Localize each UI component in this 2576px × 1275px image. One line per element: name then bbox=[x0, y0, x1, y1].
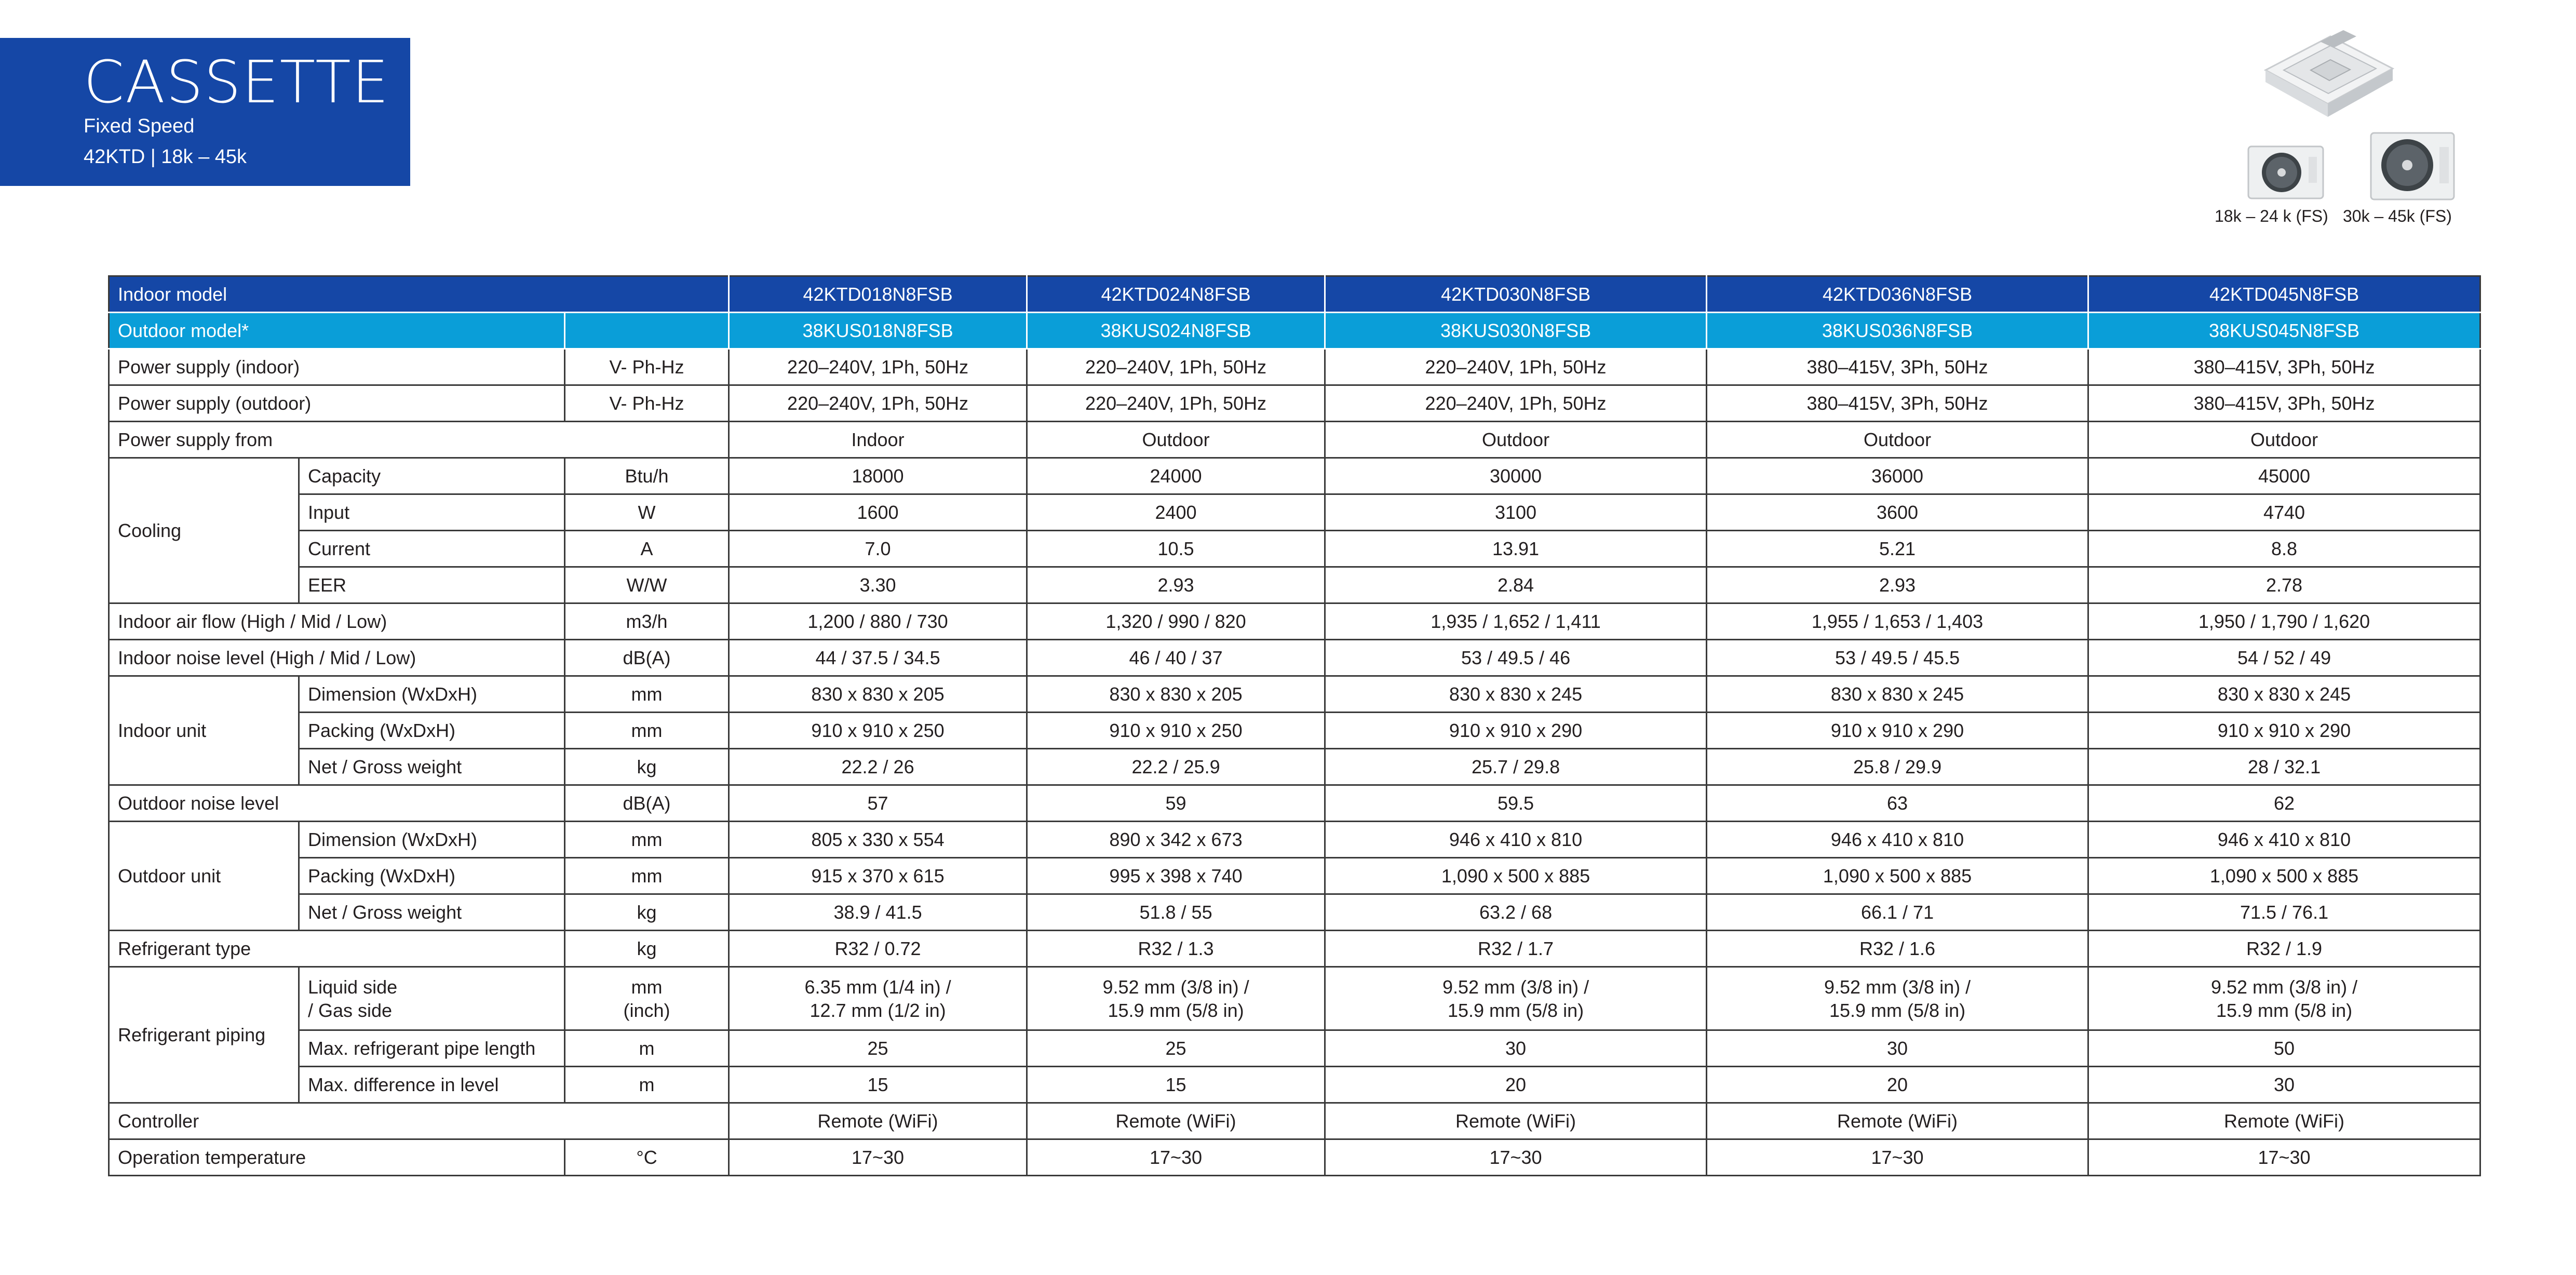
page-title: CASSETTE bbox=[84, 49, 390, 116]
value-cell: 5.21 bbox=[1707, 531, 2088, 567]
table-row-cooling-eer bbox=[109, 567, 2480, 603]
value-cell: 25 bbox=[729, 1030, 1027, 1067]
value-cell: 71.5 / 76.1 bbox=[2088, 894, 2480, 931]
table-row-indoor-weight bbox=[109, 749, 2480, 785]
value-cell: 946 x 410 x 810 bbox=[1707, 822, 2088, 858]
value-cell: R32 / 0.72 bbox=[729, 931, 1027, 967]
value-cell: Remote (WiFi) bbox=[729, 1103, 1027, 1139]
value-cell: 2.93 bbox=[1707, 567, 2088, 603]
page-subtitle: Fixed Speed bbox=[84, 115, 195, 137]
value-cell: R32 / 1.7 bbox=[1325, 931, 1707, 967]
value-cell: 1,200 / 880 / 730 bbox=[729, 603, 1027, 640]
value-cell: 890 x 342 x 673 bbox=[1027, 822, 1325, 858]
unit-cell: mm bbox=[565, 858, 729, 894]
value-cell: 2.84 bbox=[1325, 567, 1707, 603]
value-cell: 830 x 830 x 245 bbox=[2088, 676, 2480, 713]
value-cell: 10.5 bbox=[1027, 531, 1325, 567]
value-cell bbox=[1325, 967, 1707, 1030]
value-cell: 3600 bbox=[1707, 494, 2088, 531]
value-cell: 1600 bbox=[729, 494, 1027, 531]
row-label: Max. refrigerant pipe length bbox=[299, 1030, 565, 1067]
unit-cell: W/W bbox=[565, 567, 729, 603]
value-cell bbox=[729, 967, 1027, 1030]
value-cell: Outdoor bbox=[1707, 422, 2088, 458]
value-cell: 910 x 910 x 290 bbox=[1325, 713, 1707, 749]
group-label-refrigerant-piping: Refrigerant piping bbox=[109, 967, 299, 1103]
value-cell: 25 bbox=[1027, 1030, 1325, 1067]
row-label: Power supply from bbox=[109, 422, 729, 458]
table-row-power-indoor bbox=[109, 349, 2480, 385]
value-cell: 15 bbox=[729, 1067, 1027, 1103]
value-cell: 220–240V, 1Ph, 50Hz bbox=[729, 385, 1027, 422]
table-row-max-pipe-length bbox=[109, 1030, 2480, 1067]
unit-cell: kg bbox=[565, 931, 729, 967]
value-cell: 50 bbox=[2088, 1030, 2480, 1067]
value-cell: 946 x 410 x 810 bbox=[1325, 822, 1707, 858]
value-cell: R32 / 1.6 bbox=[1707, 931, 2088, 967]
value-cell: 830 x 830 x 205 bbox=[1027, 676, 1325, 713]
row-label: Indoor noise level (High / Mid / Low) bbox=[109, 640, 565, 676]
table-row-outdoor-packing bbox=[109, 858, 2480, 894]
value-cell: 15 bbox=[1027, 1067, 1325, 1103]
row-label: Input bbox=[299, 494, 565, 531]
row-label: Dimension (WxDxH) bbox=[299, 822, 565, 858]
row-label: Refrigerant type bbox=[109, 931, 565, 967]
value-cell: 20 bbox=[1707, 1067, 2088, 1103]
value-line: 12.7 mm (1/2 in) bbox=[810, 999, 946, 1021]
value-line: 9.52 mm (3/8 in) / bbox=[2210, 976, 2358, 998]
unit-cell: W bbox=[565, 494, 729, 531]
value-cell: 25.7 / 29.8 bbox=[1325, 749, 1707, 785]
unit-cell: dB(A) bbox=[565, 785, 729, 822]
value-cell: 17~30 bbox=[2088, 1139, 2480, 1176]
value-cell: 57 bbox=[729, 785, 1027, 822]
table-row-operation-temperature bbox=[109, 1139, 2480, 1176]
outdoor-model-cell: 38KUS045N8FSB bbox=[2088, 313, 2480, 349]
value-cell: 4740 bbox=[2088, 494, 2480, 531]
value-cell: Remote (WiFi) bbox=[1707, 1103, 2088, 1139]
value-cell: 2.78 bbox=[2088, 567, 2480, 603]
indoor-model-cell: 42KTD024N8FSB bbox=[1027, 276, 1325, 313]
row-label: Power supply (outdoor) bbox=[109, 385, 565, 422]
row-label: Indoor model bbox=[109, 276, 729, 313]
value-cell bbox=[1707, 967, 2088, 1030]
value-cell: 380–415V, 3Ph, 50Hz bbox=[2088, 385, 2480, 422]
value-cell: 53 / 49.5 / 45.5 bbox=[1707, 640, 2088, 676]
value-cell bbox=[2088, 967, 2480, 1030]
indoor-model-cell: 42KTD045N8FSB bbox=[2088, 276, 2480, 313]
value-line: 6.35 mm (1/4 in) / bbox=[804, 976, 951, 998]
indoor-model-cell: 42KTD018N8FSB bbox=[729, 276, 1027, 313]
value-cell: Remote (WiFi) bbox=[1325, 1103, 1707, 1139]
value-cell: Remote (WiFi) bbox=[2088, 1103, 2480, 1139]
row-label: Power supply (indoor) bbox=[109, 349, 565, 385]
row-label: Capacity bbox=[299, 458, 565, 494]
row-label: Packing (WxDxH) bbox=[299, 858, 565, 894]
table-row-cooling-capacity bbox=[109, 458, 2480, 494]
row-label: Controller bbox=[109, 1103, 729, 1139]
unit-cell: mm bbox=[565, 713, 729, 749]
unit-cell: kg bbox=[565, 894, 729, 931]
group-label-indoor-unit: Indoor unit bbox=[109, 676, 299, 785]
value-cell: 910 x 910 x 250 bbox=[729, 713, 1027, 749]
table-row-power-outdoor bbox=[109, 385, 2480, 422]
value-cell: 220–240V, 1Ph, 50Hz bbox=[1325, 349, 1707, 385]
value-line: 15.9 mm (5/8 in) bbox=[1108, 999, 1244, 1021]
table-row-controller bbox=[109, 1103, 2480, 1139]
row-label: Current bbox=[299, 531, 565, 567]
row-label: Net / Gross weight bbox=[299, 894, 565, 931]
value-cell: 22.2 / 26 bbox=[729, 749, 1027, 785]
unit-line: mm bbox=[631, 976, 663, 998]
value-cell: 2400 bbox=[1027, 494, 1325, 531]
row-label: EER bbox=[299, 567, 565, 603]
value-cell: 63.2 / 68 bbox=[1325, 894, 1707, 931]
value-cell: 946 x 410 x 810 bbox=[2088, 822, 2480, 858]
value-cell: 1,090 x 500 x 885 bbox=[1707, 858, 2088, 894]
value-cell: 8.8 bbox=[2088, 531, 2480, 567]
value-cell: 18000 bbox=[729, 458, 1027, 494]
value-cell: 380–415V, 3Ph, 50Hz bbox=[1707, 385, 2088, 422]
table-row-power-from bbox=[109, 422, 2480, 458]
unit-cell: Btu/h bbox=[565, 458, 729, 494]
value-cell: 66.1 / 71 bbox=[1707, 894, 2088, 931]
value-cell: 59 bbox=[1027, 785, 1325, 822]
row-label: Packing (WxDxH) bbox=[299, 713, 565, 749]
unit-cell: A bbox=[565, 531, 729, 567]
value-cell: 24000 bbox=[1027, 458, 1325, 494]
value-cell: 910 x 910 x 250 bbox=[1027, 713, 1325, 749]
value-cell: 910 x 910 x 290 bbox=[2088, 713, 2480, 749]
indoor-model-cell: 42KTD036N8FSB bbox=[1707, 276, 2088, 313]
value-cell: 3100 bbox=[1325, 494, 1707, 531]
value-cell: 220–240V, 1Ph, 50Hz bbox=[1027, 349, 1325, 385]
row-label: Outdoor model* bbox=[109, 313, 565, 349]
table-row-indoor-noise bbox=[109, 640, 2480, 676]
value-cell: 830 x 830 x 245 bbox=[1325, 676, 1707, 713]
value-cell: 20 bbox=[1325, 1067, 1707, 1103]
unit-cell: V- Ph-Hz bbox=[565, 349, 729, 385]
value-cell: 30 bbox=[2088, 1067, 2480, 1103]
row-label bbox=[299, 967, 565, 1030]
row-label: Indoor air flow (High / Mid / Low) bbox=[109, 603, 565, 640]
value-cell bbox=[1027, 967, 1325, 1030]
outdoor-model-cell: 38KUS036N8FSB bbox=[1707, 313, 2088, 349]
outdoor-large-caption: 30k – 45k (FS) bbox=[2343, 207, 2452, 225]
indoor-model-cell: 42KTD030N8FSB bbox=[1325, 276, 1707, 313]
table-row-liquid-gas-side bbox=[109, 967, 2480, 1030]
value-cell: 44 / 37.5 / 34.5 bbox=[729, 640, 1027, 676]
table-row-outdoor-noise bbox=[109, 785, 2480, 822]
value-cell: 830 x 830 x 205 bbox=[729, 676, 1027, 713]
unit-cell bbox=[565, 313, 729, 349]
value-cell: Indoor bbox=[729, 422, 1027, 458]
value-cell: 910 x 910 x 290 bbox=[1707, 713, 2088, 749]
value-cell: 1,955 / 1,653 / 1,403 bbox=[1707, 603, 2088, 640]
outdoor-model-cell: 38KUS024N8FSB bbox=[1027, 313, 1325, 349]
value-cell: 51.8 / 55 bbox=[1027, 894, 1325, 931]
row-label: Net / Gross weight bbox=[299, 749, 565, 785]
table-row-cooling-current bbox=[109, 531, 2480, 567]
value-line: 9.52 mm (3/8 in) / bbox=[1824, 976, 1971, 998]
value-cell: 17~30 bbox=[1325, 1139, 1707, 1176]
value-cell: 45000 bbox=[2088, 458, 2480, 494]
value-cell: 28 / 32.1 bbox=[2088, 749, 2480, 785]
value-cell: 7.0 bbox=[729, 531, 1027, 567]
value-cell: 17~30 bbox=[1027, 1139, 1325, 1176]
value-cell: 220–240V, 1Ph, 50Hz bbox=[1027, 385, 1325, 422]
value-cell: 46 / 40 / 37 bbox=[1027, 640, 1325, 676]
spec-table bbox=[108, 275, 2481, 1176]
value-line: 15.9 mm (5/8 in) bbox=[1447, 999, 1584, 1021]
value-cell: 30000 bbox=[1325, 458, 1707, 494]
group-label-outdoor-unit: Outdoor unit bbox=[109, 822, 299, 931]
unit-cell: dB(A) bbox=[565, 640, 729, 676]
group-label-cooling: Cooling bbox=[109, 458, 299, 603]
value-cell: R32 / 1.3 bbox=[1027, 931, 1325, 967]
value-cell: 54 / 52 / 49 bbox=[2088, 640, 2480, 676]
cassette-unit-icon bbox=[2253, 21, 2403, 125]
unit-cell: m bbox=[565, 1067, 729, 1103]
value-cell: 59.5 bbox=[1325, 785, 1707, 822]
value-cell: 380–415V, 3Ph, 50Hz bbox=[1707, 349, 2088, 385]
value-cell: 830 x 830 x 245 bbox=[1707, 676, 2088, 713]
value-cell: 220–240V, 1Ph, 50Hz bbox=[1325, 385, 1707, 422]
value-cell: 805 x 330 x 554 bbox=[729, 822, 1027, 858]
value-cell: R32 / 1.9 bbox=[2088, 931, 2480, 967]
unit-cell: V- Ph-Hz bbox=[565, 385, 729, 422]
table-row-indoor-air-flow bbox=[109, 603, 2480, 640]
table-row-outdoor-weight bbox=[109, 894, 2480, 931]
value-cell: 30 bbox=[1325, 1030, 1707, 1067]
value-cell: 38.9 / 41.5 bbox=[729, 894, 1027, 931]
value-cell: 30 bbox=[1707, 1030, 2088, 1067]
value-cell: 3.30 bbox=[729, 567, 1027, 603]
unit-line: (inch) bbox=[623, 999, 670, 1021]
outdoor-model-cell: 38KUS018N8FSB bbox=[729, 313, 1027, 349]
unit-cell: mm bbox=[565, 822, 729, 858]
row-label: Max. difference in level bbox=[299, 1067, 565, 1103]
table-row-indoor-packing bbox=[109, 713, 2480, 749]
table-row-indoor-model bbox=[109, 276, 2480, 313]
value-cell: 1,320 / 990 / 820 bbox=[1027, 603, 1325, 640]
model-range: 42KTD | 18k – 45k bbox=[84, 146, 247, 168]
row-label-line: Liquid side bbox=[308, 976, 398, 998]
value-cell: 1,090 x 500 x 885 bbox=[1325, 858, 1707, 894]
outdoor-small-caption: 18k – 24 k (FS) bbox=[2215, 207, 2328, 225]
value-cell: 2.93 bbox=[1027, 567, 1325, 603]
value-cell: 62 bbox=[2088, 785, 2480, 822]
unit-cell: kg bbox=[565, 749, 729, 785]
value-line: 15.9 mm (5/8 in) bbox=[2216, 999, 2353, 1021]
row-label: Outdoor noise level bbox=[109, 785, 565, 822]
table-row-outdoor-dimension bbox=[109, 822, 2480, 858]
value-cell: 36000 bbox=[1707, 458, 2088, 494]
unit-cell: m3/h bbox=[565, 603, 729, 640]
value-cell: 25.8 / 29.9 bbox=[1707, 749, 2088, 785]
value-cell: 53 / 49.5 / 46 bbox=[1325, 640, 1707, 676]
unit-cell bbox=[565, 967, 729, 1030]
value-cell: 63 bbox=[1707, 785, 2088, 822]
title-banner bbox=[0, 38, 410, 186]
value-cell: 915 x 370 x 615 bbox=[729, 858, 1027, 894]
row-label: Operation temperature bbox=[109, 1139, 565, 1176]
outdoor-model-cell: 38KUS030N8FSB bbox=[1325, 313, 1707, 349]
table-row-cooling-input bbox=[109, 494, 2480, 531]
outdoor-unit-small-icon bbox=[2244, 141, 2327, 204]
value-cell: 17~30 bbox=[729, 1139, 1027, 1176]
value-cell: 1,950 / 1,790 / 1,620 bbox=[2088, 603, 2480, 640]
value-line: 9.52 mm (3/8 in) / bbox=[1102, 976, 1249, 998]
value-cell: 17~30 bbox=[1707, 1139, 2088, 1176]
outdoor-unit-large-icon bbox=[2366, 129, 2459, 204]
value-cell: 380–415V, 3Ph, 50Hz bbox=[2088, 349, 2480, 385]
value-cell: 1,935 / 1,652 / 1,411 bbox=[1325, 603, 1707, 640]
value-cell: 1,090 x 500 x 885 bbox=[2088, 858, 2480, 894]
unit-cell: mm bbox=[565, 676, 729, 713]
table-row-refrigerant-type bbox=[109, 931, 2480, 967]
value-cell: Outdoor bbox=[1325, 422, 1707, 458]
value-cell: Outdoor bbox=[2088, 422, 2480, 458]
value-cell: 995 x 398 x 740 bbox=[1027, 858, 1325, 894]
value-line: 9.52 mm (3/8 in) / bbox=[1442, 976, 1589, 998]
unit-cell: m bbox=[565, 1030, 729, 1067]
unit-cell: °C bbox=[565, 1139, 729, 1176]
value-cell: Outdoor bbox=[1027, 422, 1325, 458]
value-cell: 13.91 bbox=[1325, 531, 1707, 567]
value-cell: Remote (WiFi) bbox=[1027, 1103, 1325, 1139]
value-line: 15.9 mm (5/8 in) bbox=[1829, 999, 1966, 1021]
value-cell: 220–240V, 1Ph, 50Hz bbox=[729, 349, 1027, 385]
row-label: Dimension (WxDxH) bbox=[299, 676, 565, 713]
table-row-indoor-dimension bbox=[109, 676, 2480, 713]
value-cell: 22.2 / 25.9 bbox=[1027, 749, 1325, 785]
row-label-line: / Gas side bbox=[308, 999, 393, 1021]
table-row-outdoor-model bbox=[109, 313, 2480, 349]
table-row-max-level-difference bbox=[109, 1067, 2480, 1103]
